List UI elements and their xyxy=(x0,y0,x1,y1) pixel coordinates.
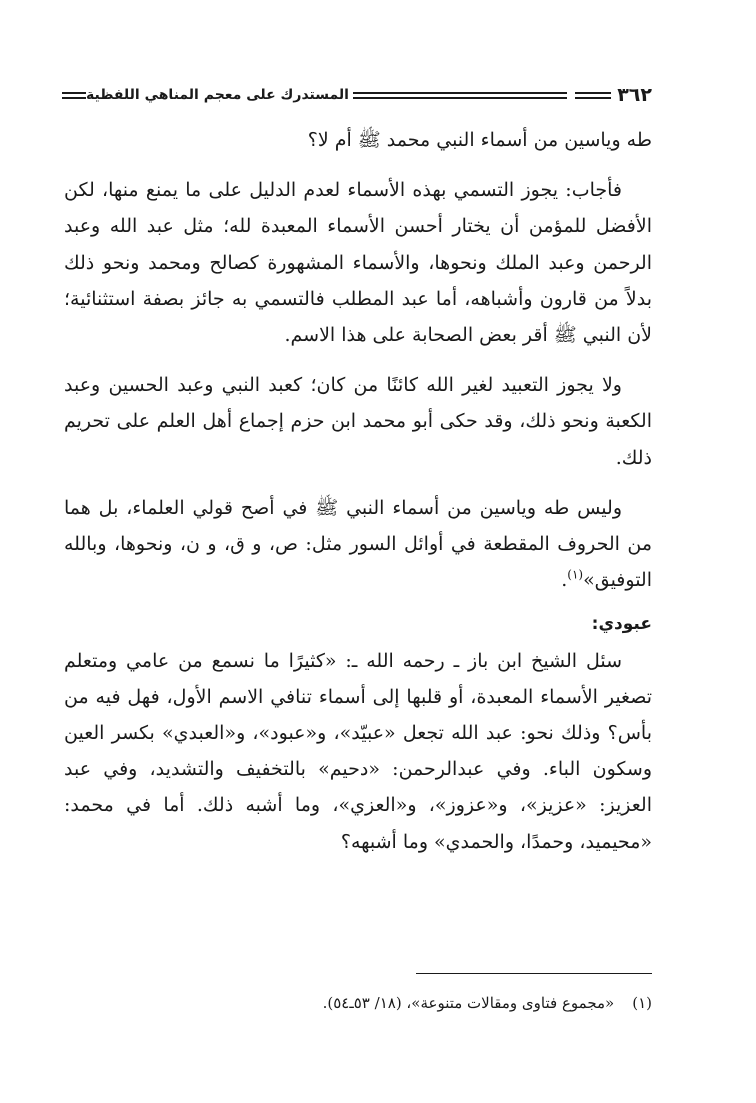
question-continuation: طه وياسين من أسماء النبي محمد ﷺ أم لا؟ xyxy=(307,129,652,151)
footnote-number: (١) xyxy=(632,994,652,1012)
names-paragraph-end: . xyxy=(561,569,568,592)
question-paragraph: سئل الشيخ ابن باز ـ رحمه الله ـ: «كثيرًا ما نسمع من عامي ومتعلم تصغير الأسماء المعبدة، أو قلبها إلى أسماء تنافي الاسم الأول، فهل فيه من بأس؟ وذلك نحو: عبد الله تجعل «عبيّد»، و«عبود»، و«العبدي» بكسر العين وسكون الباء. وفي عبدالرحمن: «دحيم» بالتخفيف والتشديد، وفي عبد العزيز: «عزيز»، و«عزوز»، و«العزي»، وما أشبه ذلك. أما في محمد: «محيميد، وحمدًا، والحمدي» وما أشبهه؟ xyxy=(64,649,652,853)
running-header xyxy=(62,82,652,108)
page-body xyxy=(64,122,652,860)
section-heading: عبودي: xyxy=(591,614,652,635)
header-rule-long xyxy=(353,91,567,100)
footnote-separator xyxy=(416,973,652,974)
footnote xyxy=(64,992,652,1014)
footnote-reference: (١) xyxy=(567,567,584,582)
names-paragraph-text: وليس طه وياسين من أسماء النبي ﷺ في أصح قولي العلماء، بل هما من الحروف المقطعة في أوائل السور مثل: ص، و ق، و ن، ونحوها، وبالله التوفيق» xyxy=(64,496,652,592)
running-title: المستدرك على معجم المناهي اللفظية xyxy=(86,87,349,103)
ruling-paragraph: ولا يجوز التعبيد لغير الله كائنًا من كان؛ كعبد النبي وعبد الحسين وعبد الكعبة ونحو ذلك، وقد حكى أبو محمد ابن حزم إجماع أهل العلم على تحريم ذلك. xyxy=(64,374,652,469)
header-rule-end xyxy=(62,91,86,100)
page-number: ٣٦٢ xyxy=(617,84,652,106)
names-paragraph xyxy=(64,490,652,599)
footnote-text: «مجموع فتاوى ومقالات متنوعة»، (١٨/ ٥٣ـ٥٤). xyxy=(322,994,615,1012)
header-rule-short xyxy=(575,91,611,100)
answer-paragraph: فأجاب: يجوز التسمي بهذه الأسماء لعدم الدليل على ما يمنع منها، لكن الأفضل للمؤمن أن يختار أحسن الأسماء المعبدة لله؛ مثل عبد الله وعبد الرحمن وعبد الملك ونحوها، والأسماء المشهورة كصالح ومحمد ونحو ذلك بدلاً من قارون وأشباهه، أما عبد المطلب فالتسمي به جائز بصفة استثنائية؛ لأن النبي ﷺ أقر بعض الصحابة على هذا الاسم. xyxy=(64,179,652,347)
